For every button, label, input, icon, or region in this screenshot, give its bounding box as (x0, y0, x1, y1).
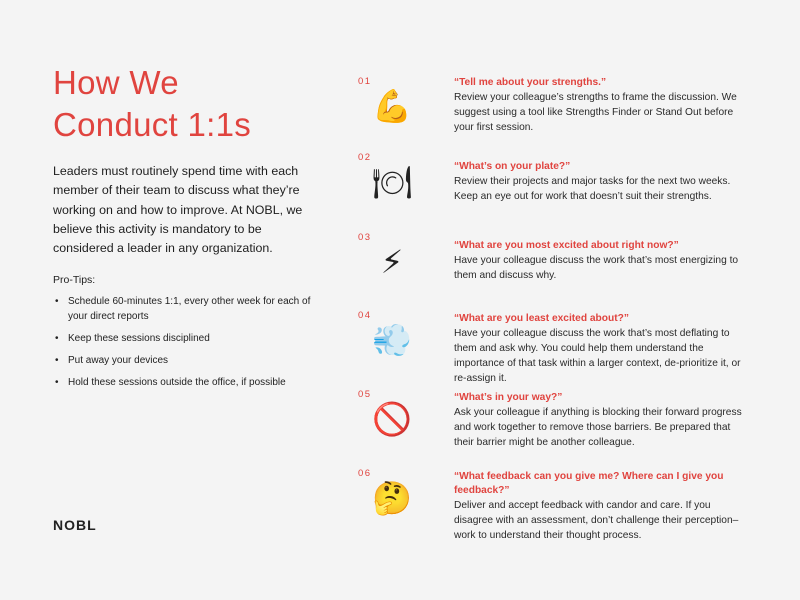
protip-item: • Keep these sessions disciplined (55, 333, 210, 344)
lightning-bolt-icon: ⚡ (380, 243, 404, 281)
step-description: Review your colleague’s strengths to frame the discussion. We suggest using a tool like Strengths Finder or Stand Out before your first session. (454, 92, 737, 133)
title-line-2: Conduct 1:1s (53, 106, 252, 143)
intro-paragraph: Leaders must routinely spend time with each member of their team to discuss what they’re working on and how to improve. At NOBL, we believe this activity is mandatory to be considered a leader in any organization. (53, 164, 303, 256)
title-line-1: How We (53, 64, 179, 101)
step-number: 01 (358, 76, 372, 87)
protips-heading: Pro-Tips: (53, 274, 96, 286)
dashing-away-icon: 💨 (372, 321, 412, 359)
thinking-face-icon: 🤔 (372, 479, 412, 517)
step-question: “What feedback can you give me? Where can I give you feedback?” (454, 471, 724, 496)
protip-item: • Put away your devices (55, 355, 169, 366)
step-number: 06 (358, 468, 372, 479)
step-question: “What’s in your way?” (454, 392, 563, 403)
step-number: 05 (358, 389, 372, 400)
bullet-icon: • (55, 355, 59, 366)
step-question: “What’s on your plate?” (454, 161, 571, 172)
step-question: “Tell me about your strengths.” (454, 77, 607, 88)
step-number: 03 (358, 232, 372, 243)
step-description: Ask your colleague if anything is blocking their forward progress and work together to remove those barriers. Be prepared that their barrier might be another colleague. (454, 407, 742, 448)
protips-list (53, 294, 318, 397)
bullet-icon: • (55, 333, 59, 344)
step-question: “What are you least excited about?” (454, 313, 629, 324)
protip-item: • Schedule 60-minutes 1:1, every other week for each of your direct reports (55, 296, 311, 322)
protip-item: • Hold these sessions outside the office, if possible (55, 377, 286, 388)
step-description: Review their projects and major tasks for the next two weeks. Keep an eye out for work that doesn’t suit their strengths. (454, 176, 731, 202)
flexed-biceps-icon: 💪 (372, 87, 412, 125)
step-description: Have your colleague discuss the work that’s most energizing to them and discuss why. (454, 255, 739, 281)
step-number: 02 (358, 152, 372, 163)
bullet-icon: • (55, 296, 59, 307)
step-body (454, 76, 750, 135)
step-body (454, 160, 750, 204)
step-description: Have your colleague discuss the work that’s most deflating to them and ask why. You could help them understand the importance of that task within a larger context, de-prioritize it, or re-assign it. (454, 328, 741, 384)
nobl-logo: NOBL (53, 517, 97, 533)
plate-with-cutlery-icon: 🍽 (371, 163, 413, 201)
step-body (454, 470, 750, 543)
page-title (53, 62, 333, 146)
step-number: 04 (358, 310, 372, 321)
step-body (454, 312, 750, 386)
bullet-icon: • (55, 377, 59, 388)
no-entry-sign-icon: 🚫 (372, 400, 412, 438)
step-body (454, 391, 750, 450)
step-description: Deliver and accept feedback with candor and care. If you disagree with an assessment, don’t challenge their perception–work to understand their thought process. (454, 500, 739, 541)
step-question: “What are you most excited about right now?” (454, 240, 679, 251)
step-body (454, 239, 750, 283)
